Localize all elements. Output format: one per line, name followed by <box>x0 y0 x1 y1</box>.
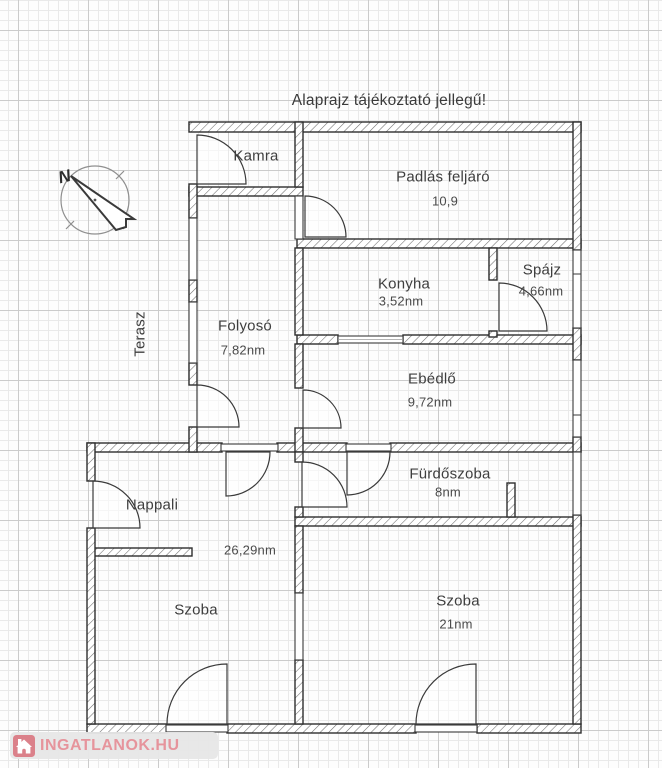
compass-rose <box>56 166 134 234</box>
room-label-kamra: Kamra <box>233 147 279 165</box>
room-label-szoba-jobb: Szoba <box>436 592 480 610</box>
room-label-nappali: Nappali <box>125 496 179 514</box>
watermark-text: INGATLANOK.HU <box>40 736 180 754</box>
room-label-furdoszoba: Fürdőszoba <box>409 465 491 483</box>
room-label-padlas-feljaro: Padlás feljáró <box>396 168 490 186</box>
room-label-folyoso: Folyosó <box>218 317 272 335</box>
room-label-ebedlo: Ebédlő <box>408 370 456 388</box>
room-label-szoba-bal: Szoba <box>174 601 218 619</box>
doors-group <box>93 135 547 724</box>
room-size-folyoso: 7,82nm <box>220 342 266 358</box>
room-size-konyha: 3,52nm <box>378 293 424 309</box>
room-label-konyha: Konyha <box>377 275 431 293</box>
room-size-padlas-feljaro: 10,9 <box>431 193 459 209</box>
room-size-furdoszoba: 8nm <box>435 484 461 500</box>
room-label-spajz: Spájz <box>522 261 562 279</box>
watermark <box>10 732 218 759</box>
room-label-terasz: Terasz <box>131 311 149 357</box>
plan-disclaimer-title: Alaprajz tájékoztató jellegű! <box>291 92 487 109</box>
room-size-ebedlo: 9,72nm <box>407 394 453 410</box>
house-icon <box>13 735 35 757</box>
room-size-nappali: 26,29nm <box>224 542 276 558</box>
room-size-spajz: 4,66nm <box>518 283 564 299</box>
compass-north-label: N <box>56 165 73 188</box>
room-size-szoba-jobb: 21nm <box>439 616 473 632</box>
